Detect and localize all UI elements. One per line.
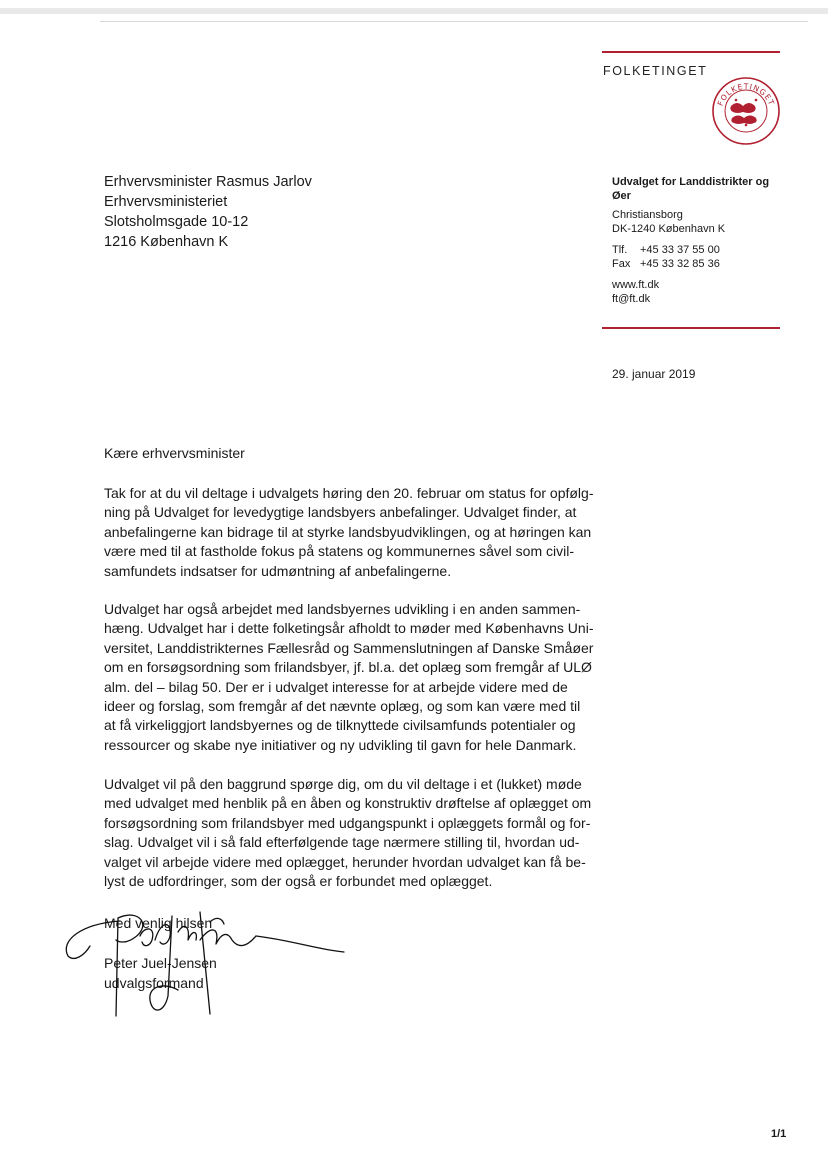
committee-web-email [612, 278, 659, 306]
fax-label: Fax [612, 258, 631, 270]
seal-text: FOLKETINGET [715, 81, 777, 108]
committee-phone-fax [612, 243, 720, 271]
scan-line [100, 21, 808, 22]
committee-name: Udvalget for Landdistrikter og Øer [612, 176, 770, 202]
body-paragraph-1: Tak for at du vil deltage i udvalgets høring den 20. februar om status for opfølg- ning på Udvalget for levedygtige landsbyers anbefalinger. Udvalget finder, at anbefalingerne kan bidrage til at styrke landsbyudviklingen, og at høringen kan være med til at fastholde fokus på statens og kommunernes såvel som civil- samfundets indsatser for udmøntning af anbefalingerne. [104, 485, 594, 579]
letter-date: 29. januar 2019 [612, 367, 696, 381]
phone-label: Tlf. [612, 244, 628, 256]
letterhead-top-rule [602, 51, 780, 53]
signer-name: Peter Juel-Jensen [104, 955, 217, 971]
brand-name: FOLKETINGET [603, 64, 708, 78]
fax-number: +45 33 32 85 36 [640, 258, 720, 270]
phone-number: +45 33 37 55 00 [640, 244, 720, 256]
body-paragraph-3: Udvalget vil på den baggrund spørge dig, om du vil deltage i et (lukket) møde med udvalget med henblik på en åben og konstruktiv drøftelse af oplægget om forsøgsordning som frilandsbyer med udgangspunkt i oplæggets formål og for- slag. Udvalget vil i så fald efterfølgende tage nærmere stilling til, hvordan ud- valget vil arbejde videre med oplægget, herunder hvordan udvalget kan få be- lyst de udfordringer, som der også er forbundet med oplægget. [104, 776, 592, 890]
closing-greeting: Med venlig hilsen [104, 915, 213, 931]
email: ft@ft.dk [612, 293, 651, 305]
handwritten-signature [60, 896, 360, 1026]
folketinget-seal-icon [711, 76, 781, 146]
salutation: Kære erhvervsminister [104, 445, 245, 461]
letterhead-bottom-rule [602, 327, 780, 329]
committee-address: Christiansborg DK-1240 København K [612, 209, 726, 235]
website: www.ft.dk [612, 279, 660, 291]
body-paragraph-2: Udvalget har også arbejdet med landsbyernes udvikling i en anden sammen- hæng. Udvalget har i dette folketingsår afholdt to møder med Københavns Uni- versitet, Landdistrikternes Fællesråd og Sammenslutningen af Danske Småøer om en forsøgsordning som frilandsbyer, jf. bl.a. det oplæg som fremgår af ULØ alm. del – bilag 50. Der er i udvalget interesse for at arbejde videre med de ideer og forslag, som fremgår af det nævnte oplæg, og som kan være med til at få virkeliggjort landsbyernes og de tilknyttede civilsamfunds potentialer og ressourcer og skabe nye initiativer og ny udvikling til gavn for hele Danmark. [104, 601, 594, 753]
recipient-address: Erhvervsminister Rasmus Jarlov Erhvervsministeriet Slotsholmsgade 10-12 1216 København K [104, 174, 312, 250]
scan-edge [0, 8, 828, 14]
page-number: 1/1 [771, 1128, 787, 1140]
signer-title: udvalgsformand [104, 975, 204, 991]
